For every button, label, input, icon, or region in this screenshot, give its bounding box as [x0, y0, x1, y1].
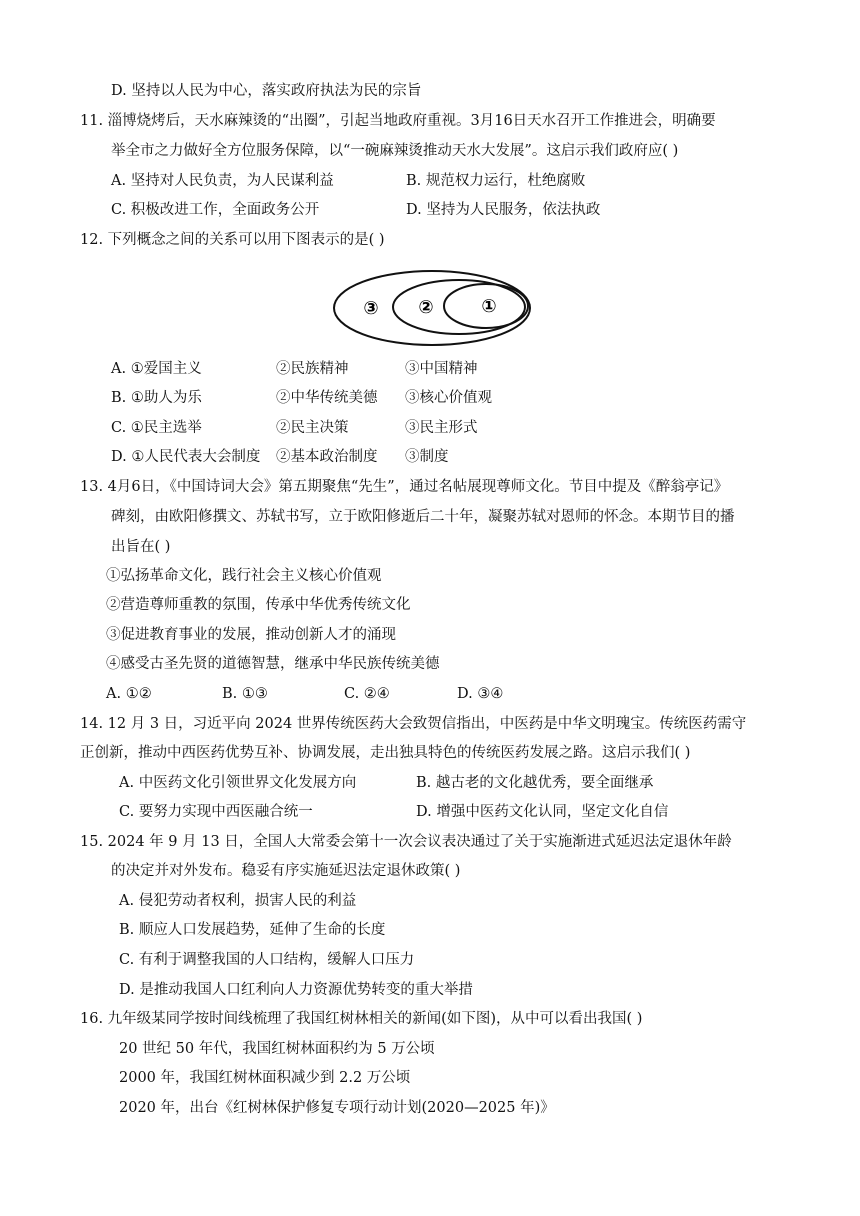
label-inner: ① [481, 296, 497, 317]
q14-option-b: B. 越古老的文化越优秀，要全面继承 [416, 775, 654, 791]
q14-option-d: D. 增强中医药文化认同，坚定文化自信 [416, 804, 669, 820]
q12-option-c-col1: C. ①民主选举 [111, 420, 202, 436]
q12-option-b-col2: ②中华传统美德 [276, 390, 378, 406]
q11-option-b: B. 规范权力运行，杜绝腐败 [406, 173, 586, 189]
q16-timeline-1: 20 世纪 50 年代，我国红树林面积约为 5 万公顷 [119, 1041, 435, 1057]
q16-timeline-3: 2020 年，出台《红树林保护修复专项行动计划(2020—2025 年)》 [119, 1100, 555, 1116]
nested-ellipse-diagram [330, 268, 540, 352]
q12-option-b-col1: B. ①助人为乐 [111, 390, 202, 406]
q12-option-a-col3: ③中国精神 [405, 361, 478, 377]
q12-option-d-col3: ③制度 [405, 449, 449, 465]
q15-option-b: B. 顺应人口发展趋势，延伸了生命的长度 [119, 922, 386, 938]
q13-stem-line3: 出旨在( ) [111, 539, 171, 555]
q11-option-d: D. 坚持为人民服务，依法执政 [406, 202, 601, 218]
q16-stem: 16. 九年级某同学按时间线梳理了我国红树林相关的新闻(如下图)，从中可以看出我国( ) [80, 1011, 643, 1027]
q11-stem-line2: 举全市之力做好全方位服务保障，以“一碗麻辣烫推动天水大发展”。这启示我们政府应( ) [111, 143, 679, 159]
q12-option-d-col2: ②基本政治制度 [276, 449, 378, 465]
q13-statement-2: ②营造尊师重教的氛围，传承中华优秀传统文化 [106, 597, 411, 613]
q13-statement-3: ③促进教育事业的发展，推动创新人才的涌现 [106, 627, 396, 643]
q12-option-c-col3: ③民主形式 [405, 420, 478, 436]
q12-stem: 12. 下列概念之间的关系可以用下图表示的是( ) [80, 232, 385, 248]
q12-option-b-col3: ③核心价值观 [405, 390, 492, 406]
q13-stem-line2: 碑刻，由欧阳修撰文、苏轼书写，立于欧阳修逝后二十年，凝聚苏轼对恩师的怀念。本期节目的播 [111, 509, 735, 525]
label-middle: ② [418, 297, 434, 318]
q13-option-a: A. ①② [106, 686, 152, 702]
q12-option-a-col1: A. ①爱国主义 [111, 361, 202, 377]
q14-option-c: C. 要努力实现中西医融合统一 [119, 804, 313, 820]
q13-statement-1: ①弘扬革命文化，践行社会主义核心价值观 [106, 568, 382, 584]
q15-stem-line1: 15. 2024 年 9 月 13 日，全国人大常委会第十一次会议表决通过了关于实施渐进式延迟法定退休年龄 [80, 834, 732, 850]
q14-stem-line1: 14. 12 月 3 日，习近平向 2024 世界传统医药大会致贺信指出，中医药是中华文明瑰宝。传统医药需守 [80, 716, 747, 732]
q11-stem-line1: 11. 淄博烧烤后，天水麻辣烫的“出圈”，引起当地政府重视。3月16日天水召开工作推进会，明确要 [80, 113, 716, 129]
q13-stem-line1: 13. 4月6日，《中国诗词大会》第五期聚焦“先生”，通过名帖展现尊师文化。节目中提及《醉翁亭记》 [80, 479, 729, 495]
q14-option-a: A. 中医药文化引领世界文化发展方向 [119, 775, 357, 791]
q13-statement-4: ④感受古圣先贤的道德智慧，继承中华民族传统美德 [106, 656, 440, 672]
q12-option-d-col1: D. ①人民代表大会制度 [111, 449, 261, 465]
q11-option-c: C. 积极改进工作，全面政务公开 [111, 202, 320, 218]
q14-stem-line2: 正创新，推动中西医药优势互补、协调发展，走出独具特色的传统医药发展之路。这启示我们( ) [80, 745, 691, 761]
q13-option-d: D. ③④ [457, 686, 504, 702]
q13-option-c: C. ②④ [344, 686, 390, 702]
q15-option-d: D. 是推动我国人口红利向人力资源优势转变的重大举措 [119, 982, 473, 998]
q16-timeline-2: 2000 年，我国红树林面积减少到 2.2 万公顷 [119, 1070, 411, 1086]
q15-option-c: C. 有利于调整我国的人口结构，缓解人口压力 [119, 952, 415, 968]
q15-stem-line2: 的决定并对外发布。稳妥有序实施延迟法定退休政策( ) [111, 863, 461, 879]
q12-option-a-col2: ②民族精神 [276, 361, 349, 377]
q10-option-d: D. 坚持以人民为中心，落实政府执法为民的宗旨 [111, 83, 422, 99]
q13-option-b: B. ①③ [222, 686, 268, 702]
label-outer: ③ [363, 298, 379, 319]
q11-option-a: A. 坚持对人民负责，为人民谋利益 [111, 173, 334, 189]
q15-option-a: A. 侵犯劳动者权利，损害人民的利益 [119, 893, 357, 909]
q12-option-c-col2: ②民主决策 [276, 420, 349, 436]
